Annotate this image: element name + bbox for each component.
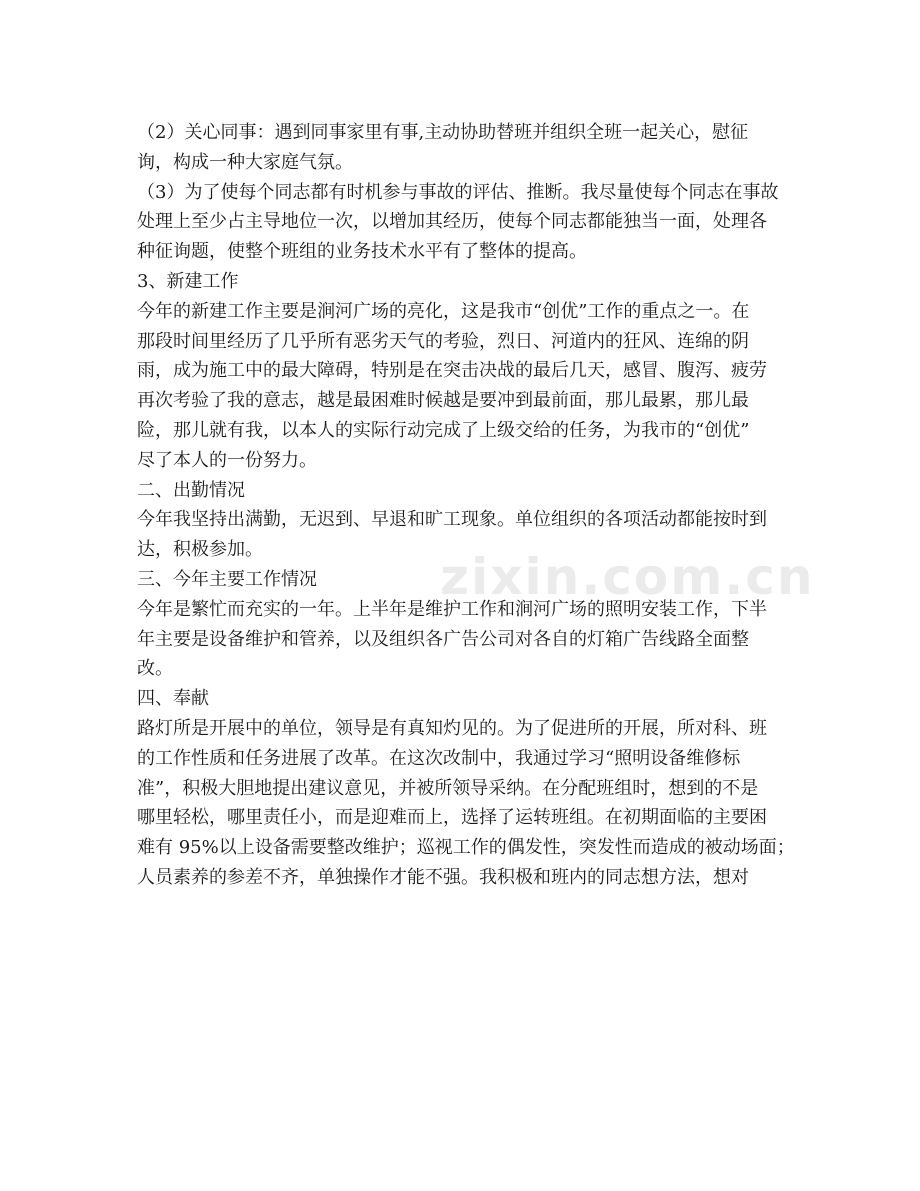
text-line: 改。 [137, 658, 173, 680]
text-line: 今年的新建工作主要是涧河广场的亮化，这是我市“创优”工作的重点之一。在 [137, 300, 750, 322]
text-line: 再次考验了我的意志，越是最困难时候越是要冲到最前面，那儿最累，那儿最 [137, 390, 749, 412]
text-line: 的工作性质和任务进展了改革。在这次改制中，我通过学习“照明设备维修标 [137, 747, 741, 769]
section-heading: 二、出勤情况 [137, 479, 245, 501]
text-line: 那段时间里经历了几乎所有恶劣天气的考验，烈日、河道内的狂风、连绵的阴 [137, 330, 749, 352]
text-line: 询，构成一种大家庭气氛。 [137, 151, 353, 173]
text-line: （2）关心同事：遇到同事家里有事,主动协助替班并组织全班一起关心，慰征 [137, 122, 749, 143]
text-line: 达，积极参加。 [137, 539, 263, 561]
text-line: 难有 95%以上设备需要整改维护；巡视工作的偶发性，突发性而造成的被动场面； [137, 837, 795, 859]
watermark: zixin.com.cn [440, 548, 815, 606]
text-line: 年主要是设备维护和管养，以及组织各广告公司对各自的灯箱广告线路全面整 [137, 628, 749, 650]
text-line: 种征询题，使整个班组的业务技术水平有了整体的提高。 [137, 241, 587, 263]
text-line: 尽了本人的一份努力。 [137, 449, 317, 471]
text-line: 今年我坚持出满勤，无迟到、早退和旷工现象。单位组织的各项活动都能按时到 [137, 509, 767, 531]
text-line: 人员素养的参差不齐，单独操作才能不强。我积极和班内的同志想方法，想对 [137, 866, 749, 888]
text-line: （3）为了使每个同志都有时机参与事故的评估、推断。我尽量使每个同志在事故 [137, 181, 779, 203]
text-line: 险，那儿就有我，以本人的实际行动完成了上级交给的任务，为我市的“创优” [137, 419, 750, 441]
text-line: 处理上至少占主导地位一次，以增加其经历，使每个同志都能独当一面，处理各 [137, 211, 767, 233]
text-line: 今年是繁忙而充实的一年。上半年是维护工作和涧河广场的照明安装工作，下半 [137, 598, 767, 620]
text-line: 雨，成为施工中的最大障碍，特别是在突击决战的最后几天，感冒、腹泻、疲劳 [137, 360, 767, 382]
section-heading: 三、今年主要工作情况 [137, 568, 317, 590]
section-heading: 四、奉献 [137, 688, 209, 710]
section-heading: 3、新建工作 [137, 270, 239, 292]
document-body [137, 118, 795, 893]
text-line: 准”，积极大胆地提出建议意见，并被所领导采纳。在分配班组时，想到的不是 [137, 777, 759, 799]
text-line: 哪里轻松，哪里责任小，而是迎难而上，选择了运转班组。在初期面临的主要困 [137, 807, 767, 829]
text-line: 路灯所是开展中的单位，领导是有真知灼见的。为了促进所的开展，所对科、班 [137, 717, 767, 739]
